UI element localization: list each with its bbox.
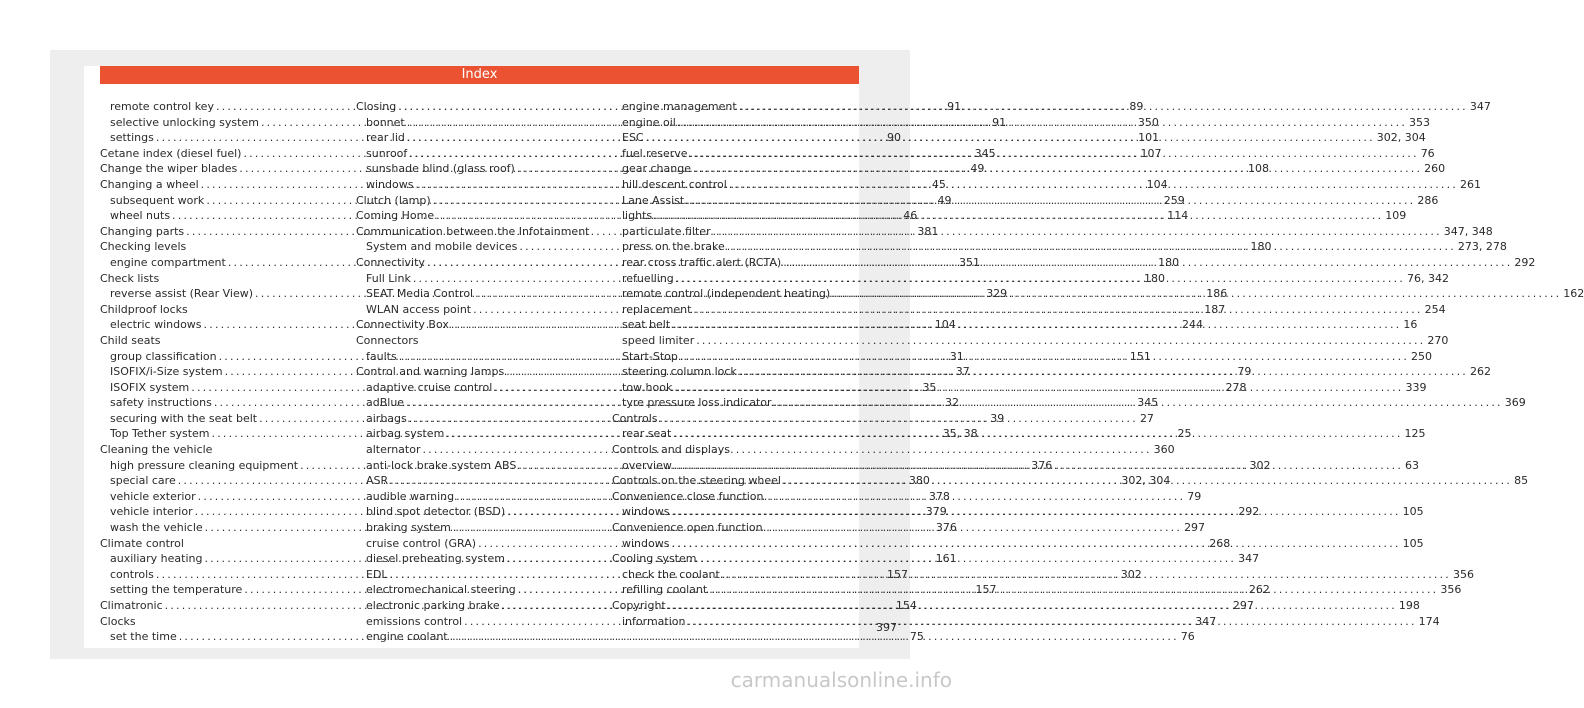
index-entry-page: 339: [1405, 380, 1427, 394]
index-entry-page: 292: [1514, 255, 1536, 269]
index-entry-label: safety instructions: [110, 396, 212, 410]
index-entry-page: 46: [903, 209, 918, 223]
index-entry: [100, 239, 344, 255]
index-entry-label: press on the brake: [622, 240, 725, 254]
index-entry-page: 302: [1249, 458, 1271, 472]
index-entry-label: Childproof locks: [100, 302, 188, 316]
index-entry-label: Start-Stop: [622, 349, 678, 363]
index-entry-page: 278: [1225, 380, 1247, 394]
dot-leader: [783, 473, 1512, 489]
index-entry-label: anti-lock brake system ABS: [366, 458, 517, 472]
index-entry: [100, 442, 344, 458]
index-entry-page: 180: [1158, 255, 1180, 269]
index-entry-page: 244: [1182, 318, 1204, 332]
index-entry-page: 151: [1129, 349, 1151, 363]
index-entry-page: 174: [1418, 614, 1440, 628]
index-entry-label: Convenience close function: [612, 489, 764, 503]
index-entry-label: blind spot detector (BSD): [366, 505, 506, 519]
index-entry-label: securing with the seat belt: [110, 411, 258, 425]
index-entry-page: 302, 304: [1376, 131, 1426, 145]
index-entry-label: Clocks: [100, 614, 136, 628]
dot-leader: [729, 177, 1458, 193]
index-entry-page: 104: [1146, 177, 1168, 191]
index-entry-page: 254: [1424, 302, 1446, 316]
index-entry-label: wheel nuts: [110, 209, 171, 223]
dot-leader: [671, 536, 1400, 552]
index-entry-label: Cleaning the vehicle: [100, 443, 213, 457]
index-entry: [100, 536, 344, 552]
index-entry-page: 379: [925, 505, 947, 519]
index-entry-label: sunshade blind (glass roof): [366, 162, 515, 176]
dot-leader: [739, 364, 1468, 380]
index-entry-page: 356: [1440, 583, 1462, 597]
index-entry-label: replacement: [622, 302, 692, 316]
dot-leader: [722, 567, 1451, 583]
index-entry-label: gear change: [622, 162, 691, 176]
index-entry-page: 268: [1209, 536, 1231, 550]
index-entry-page: 32: [945, 396, 960, 410]
index-entry-page: 286: [1417, 193, 1439, 207]
dot-leader: [693, 161, 1422, 177]
index-entry-label: audible warning: [366, 489, 455, 503]
index-entry-label: overview: [622, 458, 672, 472]
index-entry-label: set the time: [110, 630, 177, 644]
index-entry-label: tow hook: [622, 380, 673, 394]
index-entry-label: Child seats: [100, 333, 161, 347]
index-entry-label: tyre pressure loss indicator: [622, 396, 772, 410]
dot-leader: [693, 302, 1422, 318]
dot-leader: [678, 115, 1407, 131]
dot-leader: [654, 208, 1383, 224]
dot-leader: [450, 629, 1179, 645]
dot-leader: [668, 598, 1397, 614]
index-entry-label: ASR: [366, 474, 389, 488]
index-entry-page: 347: [1195, 614, 1217, 628]
index-entry-page: 161: [935, 552, 957, 566]
index-entry: [612, 551, 857, 567]
index-entry-label: Connectivity Box: [356, 318, 449, 332]
index-entry-label: setting the temperature: [110, 583, 243, 597]
index-entry-page: 91: [992, 115, 1007, 129]
dot-leader: [713, 224, 1442, 240]
index-entry-label: vehicle exterior: [110, 489, 196, 503]
index-entry-page: 25: [1177, 427, 1192, 441]
dot-leader: [673, 426, 1402, 442]
index-entry-page: 261: [1460, 177, 1482, 191]
index-entry-page: 302: [1120, 567, 1142, 581]
index-entry: [612, 520, 857, 536]
index-entry-label: ISOFIX system: [110, 380, 190, 394]
index-entry-page: 198: [1398, 599, 1420, 612]
index-entry-label: remote control (independent heating): [622, 287, 831, 301]
index-entry-page: 347: [1238, 552, 1260, 566]
index-entry-page: 259: [1163, 193, 1185, 207]
index-entry-page: 107: [1140, 146, 1162, 160]
index-entry-page: 49: [937, 193, 952, 207]
dot-leader: [680, 349, 1409, 365]
index-entry-label: rear cross traffic alert (RCTA): [622, 255, 782, 269]
index-entry: [100, 333, 344, 349]
index-entry-label: braking system: [366, 521, 451, 535]
index-entry-page: 76: [1420, 146, 1435, 160]
index-entry-label: emissions control: [366, 614, 463, 628]
index-entry-page: 376: [1031, 458, 1053, 472]
index-entry-label: Checking levels: [100, 240, 187, 254]
index-entry-label: refilling coolant: [622, 583, 708, 597]
dot-leader: [686, 193, 1415, 209]
index-entry-page: 262: [1469, 365, 1491, 379]
index-entry-label: Connectors: [356, 333, 419, 347]
index-entry-label: Cooling system: [612, 552, 697, 566]
index-entry-page: 369: [1504, 396, 1526, 410]
index-entry: [612, 442, 857, 458]
index-entry-label: Top Tether system: [110, 427, 210, 441]
index-entry-label: windows: [622, 536, 670, 550]
dot-leader: [671, 504, 1400, 520]
index-entry-page: 114: [1167, 209, 1189, 223]
index-entry-label: Check lists: [100, 271, 160, 285]
index-header: Index: [100, 66, 859, 84]
index-entry-page: 345: [974, 146, 996, 160]
dot-leader: [739, 99, 1468, 115]
index-entry-label: group classification: [110, 349, 217, 363]
index-entry-page: 260: [1424, 162, 1446, 176]
index-entry-page: 381: [917, 224, 939, 238]
index-entry-page: 262: [1248, 583, 1270, 597]
dot-leader: [674, 380, 1403, 396]
index-entry-page: 297: [1184, 521, 1206, 535]
index-entry-page: 101: [1138, 131, 1160, 145]
index-entry-label: airbags: [366, 411, 407, 425]
index-entry-label: Controls and displays: [612, 443, 730, 457]
index-entry-page: 297: [1232, 599, 1254, 612]
dot-leader: [676, 271, 1405, 287]
index-entry-page: 27: [1139, 411, 1154, 425]
index-entry-label: EDL: [366, 567, 388, 581]
dot-leader: [709, 582, 1438, 598]
dot-leader: [696, 333, 1425, 349]
index-entry-label: subsequent work: [110, 193, 205, 207]
watermark: carmanualsonline.info: [730, 668, 952, 692]
dot-leader: [688, 614, 1417, 630]
index-entry-label: adaptive cruise control: [366, 380, 493, 394]
index-entry-label: Lane Assist: [622, 193, 685, 207]
index-entry-label: controls: [110, 567, 154, 581]
dot-leader: [727, 239, 1456, 255]
index-entry-label: engine management: [622, 100, 737, 113]
index-entry-label: electric windows: [110, 318, 202, 332]
index-entry-label: settings: [110, 131, 154, 145]
index-entry-page: 270: [1427, 333, 1449, 347]
index-entry-page: 157: [975, 583, 997, 597]
index-entry-label: windows: [366, 177, 414, 191]
index-entry-label: adBlue: [366, 396, 405, 410]
index-entry-page: 180: [1144, 271, 1166, 285]
index-entry-label: Controls on the steering wheel: [612, 474, 781, 488]
index-entry-page: 329: [986, 287, 1008, 301]
index-entry-page: 125: [1404, 427, 1426, 441]
index-entry-page: 90: [887, 131, 902, 145]
index-entry-label: Climate control: [100, 536, 184, 550]
index-entry: [356, 224, 600, 240]
index-entry-page: 180: [1250, 240, 1272, 254]
index-entry-page: 360: [1153, 443, 1175, 457]
index-entry-label: Cetane index (diesel fuel): [100, 146, 242, 160]
index-entry-label: Convenience open function: [612, 521, 763, 535]
index-entry-page: 345: [1137, 396, 1159, 410]
index-entry-page: 350: [1137, 115, 1159, 129]
index-entry-label: Controls: [612, 411, 658, 425]
index-entry-page: 292: [1238, 505, 1260, 519]
index-entry-page: 108: [1248, 162, 1270, 176]
index-entry-page: 105: [1402, 536, 1424, 550]
index-entry: [100, 302, 344, 318]
index-entry-label: remote control key: [110, 100, 214, 113]
index-entry-page: 186: [1206, 287, 1228, 301]
index-entry-label: particulate filter: [622, 224, 711, 238]
index-entry-label: Full Link: [366, 271, 411, 285]
index-entry-label: electronic parking brake: [366, 599, 500, 612]
index-entry-page: 39: [990, 411, 1005, 425]
dot-leader: [690, 146, 1419, 162]
index-entry: [612, 333, 1449, 349]
index-entry-page: 37: [955, 365, 970, 379]
index-entry-page: 35, 38: [942, 427, 978, 441]
index-entry-label: speed limiter: [622, 333, 695, 347]
dot-leader: [646, 130, 1375, 146]
index-entry-page: 250: [1411, 349, 1433, 363]
index-entry-page: 273, 278: [1457, 240, 1507, 254]
index-entry-page: 45: [931, 177, 946, 191]
index-entry-page: 347, 348: [1443, 224, 1493, 238]
index-entry-page: 162: [1563, 287, 1584, 301]
index-entry-page: 31: [949, 349, 964, 363]
index-entry-label: hill descent control: [622, 177, 727, 191]
index-entry-page: 154: [895, 599, 917, 612]
index-entry-label: Copyright: [612, 599, 666, 612]
index-entry: [100, 271, 344, 287]
index-entry-label: seat belt: [622, 318, 671, 332]
index-entry-page: 380: [908, 474, 930, 488]
index-entry-page: 356: [1453, 567, 1475, 581]
index-entry-label: refuelling: [622, 271, 674, 285]
index-entry-page: 104: [934, 318, 956, 332]
index-entry-label: airbag system: [366, 427, 445, 441]
index-entry-page: 187: [1204, 302, 1226, 316]
index-entry-label: WLAN access point: [366, 302, 472, 316]
dot-leader: [672, 317, 1401, 333]
index-entry-label: Control and warning lamps: [356, 365, 505, 379]
index-entry-label: Connectivity: [356, 255, 425, 269]
index-entry-page: 91: [947, 100, 962, 113]
index-entry-page: 347: [1469, 100, 1491, 113]
index-entry-label: ISOFIX/i-Size system: [110, 365, 223, 379]
dot-leader: [783, 255, 1512, 271]
index-entry-label: lights: [622, 209, 653, 223]
index-entry-label: rear seat: [622, 427, 672, 441]
index-entry-page: 85: [1514, 474, 1529, 488]
index-entry-label: cruise control (GRA): [366, 536, 477, 550]
index-entry-label: ESC: [622, 131, 644, 145]
index-entry-page: 35: [922, 380, 937, 394]
index-entry-label: Changing a wheel: [100, 177, 199, 191]
index-entry-label: auxiliary heating: [110, 552, 203, 566]
index-entry-label: steering column lock: [622, 365, 737, 379]
index-entry-label: high pressure cleaning equipment: [110, 458, 299, 472]
dot-leader: [832, 286, 1561, 302]
index-entry: [100, 614, 344, 630]
index-entry-label: windows: [622, 505, 670, 519]
index-entry-label: Climatronic: [100, 599, 163, 612]
page-number: 397: [876, 621, 897, 634]
index-entry-label: faults: [366, 349, 397, 363]
index-entry-label: Closing: [356, 100, 397, 113]
index-entry-page: 63: [1405, 458, 1420, 472]
index-entry-label: check the coolant: [622, 567, 720, 581]
index-entry-label: engine oil: [622, 115, 676, 129]
index-entry-label: Clutch (lamp): [356, 193, 431, 207]
index-entry-page: 79: [1237, 365, 1252, 379]
index-entry-label: bonnet: [366, 115, 405, 129]
index-entry-label: special care: [110, 474, 176, 488]
index-entry-page: 89: [1129, 100, 1144, 113]
index-entry-label: SEAT Media Control: [366, 287, 474, 301]
index-entry-page: 157: [887, 567, 909, 581]
index-entry-label: information: [622, 614, 686, 628]
index-entry-label: reverse assist (Rear View): [110, 287, 254, 301]
index-entry: [612, 411, 857, 427]
index-entry-page: 76: [1180, 630, 1195, 644]
index-entry-page: 16: [1403, 318, 1418, 332]
index-entry-label: Communication between the Infotainment: [356, 224, 590, 238]
index-entry-label: selective unlocking system: [110, 115, 259, 129]
index-entry: [612, 489, 857, 505]
index-entry-label: Coming Home: [356, 209, 435, 223]
index-entry-label: alternator: [366, 443, 421, 457]
dot-leader: [674, 458, 1403, 474]
index-entry-page: 75: [909, 630, 924, 644]
index-entry-page: 378: [928, 489, 950, 503]
index-entry-label: engine coolant: [366, 630, 448, 644]
index-entry-page: 76, 342: [1406, 271, 1449, 285]
index-entry-label: diesel preheating system: [366, 552, 505, 566]
index-entry-page: 351: [959, 255, 981, 269]
index-entry-label: Changing parts: [100, 224, 185, 238]
index-entry-label: Change the wiper blades: [100, 162, 238, 176]
index-entry-label: electromechanical steering: [366, 583, 516, 597]
index-entry-label: sunroof: [366, 146, 408, 160]
index-entry-label: engine compartment: [110, 255, 226, 269]
index-entry-page: 376: [935, 521, 957, 535]
index-entry: [356, 333, 600, 349]
index-entry-label: vehicle interior: [110, 505, 193, 519]
index-entry-label: wash the vehicle: [110, 521, 203, 535]
dot-leader: [774, 395, 1503, 411]
index-entry-label: System and mobile devices: [366, 240, 518, 254]
index-entry-page: 105: [1402, 505, 1424, 519]
index-entry-label: fuel reserve: [622, 146, 688, 160]
index-entry-page: 49: [970, 162, 985, 176]
index-entry-page: 353: [1409, 115, 1431, 129]
index-entry-label: rear lid: [366, 131, 405, 145]
index-entry-page: 109: [1385, 209, 1407, 223]
index-entry-page: 302, 304: [1121, 474, 1171, 488]
index-entry-page: 79: [1187, 489, 1202, 503]
